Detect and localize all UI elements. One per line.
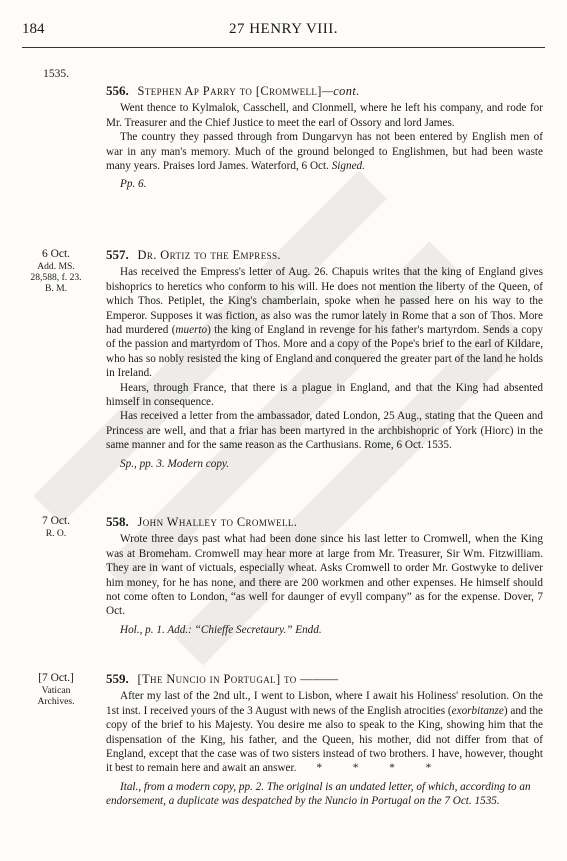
entry-heading <box>106 515 543 530</box>
entry-number: 557. <box>106 247 129 262</box>
margin-year: 1535. <box>43 68 69 80</box>
entry-paragraph: Went thence to Kylmalok, Casschell, and Clonmell, where he left his company, and rode for Mr. Treasurer and the Chief Justice to meet the earl of Ossory and lord James. <box>106 102 543 129</box>
entry-paragraph: Has received a letter from the ambassador, dated London, 25 Aug., stating that the Queen and Princess are well, and that a friar has been martyred in the archbishopric of York (Hiorc) in the same manner and for the same reason as the Carthusians. Rome, 6 Oct. 1535. <box>106 410 543 452</box>
entry-paragraph: The country they passed through from Dungarvyn has not been entered by English men of war in any man's memory. Much of the ground belonged to Englishmen, but had been waste many years. Praises lord James. Waterford, 6 Oct. Signed. <box>106 131 543 173</box>
entry-title: [The Nuncio in Portugal] to ——— <box>137 672 339 686</box>
entry-footnote: Ital., from a modern copy, pp. 2. The original is an undated letter, of which, according to an endorsement, a duplicate was despatched by the Nuncio in Portugal on the 7 Oct. 1535. <box>106 780 531 808</box>
entry-paragraph: After my last of the 2nd ult., I went to Lisbon, where I await his Holiness' resolution. On the 1st inst. I received yours of the 3 August with news of the English atrocities (exorbitanze) and the copy of the brief to his Majesty. You desire me also to speak to the King, showing him that the dispensation of the King, his father, and the Queen, his mother, did not differ from that of England, except that the case was of two sisters instead of two brothers. I have, however, thought it best to remain here and await an answer. * * * * <box>106 690 544 775</box>
entry-title: John Whalley to Cromwell. <box>137 515 298 529</box>
entry-title: Dr. Ortiz to the Empress. <box>137 248 281 262</box>
entry-footnote: Hol., p. 1. Add.: “Chieffe Secretaury.” Endd. <box>120 623 322 636</box>
header-rule <box>22 47 545 48</box>
entry-heading <box>106 84 543 99</box>
entry-heading <box>106 248 543 263</box>
entry-paragraph: Wrote three days past what had been done since his last letter to Cromwell, when the King was at Bromeham. Cromwell may hear more at large from Mr. Treasurer, Sir Wm. Fitzwilliam. They are in want of victuals, especially wheat. Asks Cromwell to order Mr. Gostwyke to deliver him money, for he has none, and there are 200 workmen and other expenses. He himself should not come often to London, “as well for daunger of evyll company” as for the expense. Dover, 7 Oct. <box>106 533 543 618</box>
page-number: 184 <box>22 21 45 37</box>
entry-number: 558. <box>106 514 129 529</box>
entry-heading <box>106 672 543 687</box>
page-header <box>22 22 545 42</box>
entry-paragraph: Hears, through France, that there is a plague in England, and that the King had absented himself in consequence. <box>106 381 543 409</box>
entry-paragraph: Has received the Empress's letter of Aug. 26. Chapuis writes that the king of England gives bishoprics to heretics who conform to his will. He does not mention the liberty of the Queen, of which Thos. Petiplet, the King's chamberlain, spoke when he passed here on his way to the Emperor. Supposes it was fiction, as also was the rumor lately in Rome that a son of Thos. More had murdered (muerto) the king of England in revenge for his father's martyrdom. Sends a copy of the passion and martyrdom of Thos. More and a copy of the Pope's brief to the earl of Kildare, who has so nobly resisted the king of England and conquered the greater part of the land he holds in Ireland. <box>106 266 543 380</box>
entry-557 <box>22 248 543 471</box>
entry-margin-note: 6 Oct. Add. MS. 28,588, f. 23. B. M. <box>30 248 82 294</box>
entry-footnote: Sp., pp. 3. Modern copy. <box>120 457 230 470</box>
running-title: 27 HENRY VIII. <box>228 21 339 37</box>
entry-number: 556. <box>106 83 129 98</box>
entry-margin-note <box>22 68 90 81</box>
entry-559 <box>22 672 543 809</box>
entry-margin-note: [7 Oct.] Vatican Archives. <box>37 672 75 707</box>
entry-title: Stephen Ap Parry to [Cromwell]—cont. <box>137 84 360 98</box>
entry-number: 559. <box>106 671 129 686</box>
entry-556 <box>22 66 543 192</box>
entry-margin-note: 7 Oct. R. O. <box>41 515 71 539</box>
entry-footnote: Pp. 6. <box>120 178 147 191</box>
entry-558 <box>22 515 543 637</box>
omission-stars: * * * * <box>316 762 446 775</box>
